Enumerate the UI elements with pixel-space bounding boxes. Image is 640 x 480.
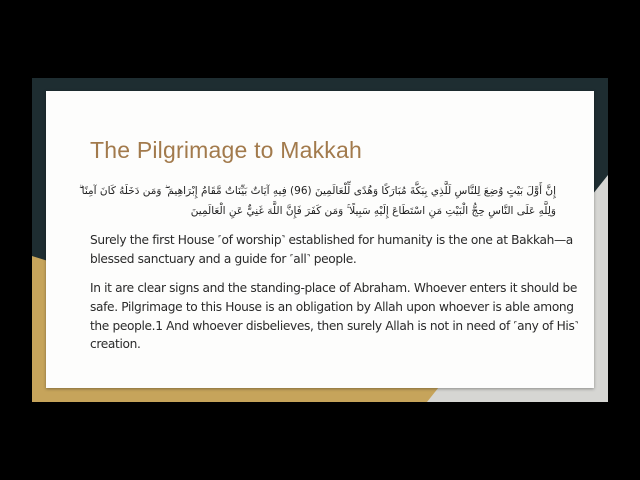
slide-content-card — [46, 91, 594, 388]
arabic-verse: إِنَّ أَوَّلَ بَيْتٍ وُضِعَ لِلنَّاسِ لَلَّذِي بِبَكَّةَ مُبَارَكًا وَهُدًى لِّلْعَالَمِينَ (96) فِيهِ آيَاتٌ بَيِّنَاتٌ مَّقَامُ إِبْرَاهِيمَ ۖ وَمَن دَخَلَهُ كَانَ آمِنًا ۗ وَلِلَّهِ عَلَى النَّاسِ حِجُّ الْبَيْتِ مَنِ اسْتَطَاعَ إِلَيْهِ سَبِيلًا ۚ وَمَن كَفَرَ فَإِنَّ اللَّهَ غَنِيٌّ عَنِ الْعَالَمِينَ — [79, 185, 556, 217]
translation-paragraph-2: In it are clear signs and the standing-place of Abraham. Whoever enters it should be safe. Pilgrimage to this House is an obligation by Allah upon whoever is able among the people.1 And whoever disbelieves, then surely Allah is not in need of ˹any of His˺ creation. — [90, 281, 579, 352]
slide-title: The Pilgrimage to Makkah — [90, 137, 362, 163]
translation-paragraph-1: Surely the first House ˹of worship˺ established for humanity is the one at Bakkah—a blessed sanctuary and a guide for ˹all˺ people. — [90, 233, 573, 266]
presentation-slide — [32, 78, 608, 402]
